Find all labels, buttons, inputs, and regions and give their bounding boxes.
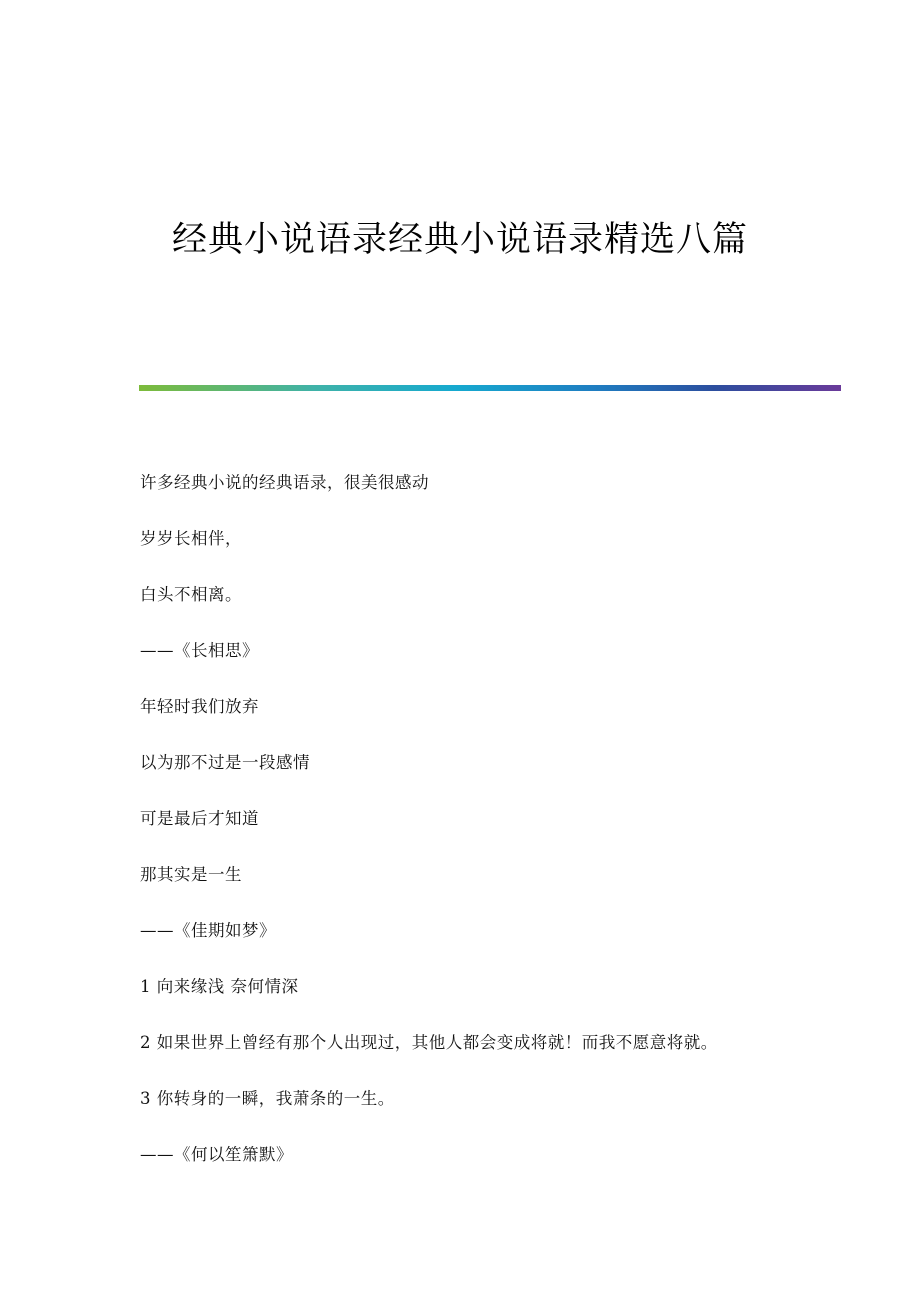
source-line: ——《长相思》 (140, 641, 259, 660)
numbered-quote: 1 向来缘浅 奈何情深 (140, 977, 299, 996)
quote-line: 岁岁长相伴， (140, 529, 242, 548)
quote-line: 可是最后才知道 (140, 809, 259, 828)
quote-line: 那其实是一生 (140, 865, 242, 884)
document-body (140, 470, 840, 1198)
document-title: 经典小说语录经典小说语录精选八篇 (171, 220, 748, 260)
intro-line: 许多经典小说的经典语录，很美很感动 (140, 473, 429, 492)
quote-line: 白头不相离。 (140, 585, 242, 604)
source-line: ——《何以笙箫默》 (140, 1145, 293, 1164)
source-line: ——《佳期如梦》 (140, 921, 276, 940)
quote-line: 年轻时我们放弃 (140, 697, 259, 716)
title-divider (139, 385, 841, 391)
quote-line: 以为那不过是一段感情 (140, 753, 310, 772)
numbered-quote: 3 你转身的一瞬，我萧条的一生。 (140, 1089, 395, 1108)
numbered-quote: 2 如果世界上曾经有那个人出现过，其他人都会变成将就！而我不愿意将就。 (140, 1033, 718, 1052)
